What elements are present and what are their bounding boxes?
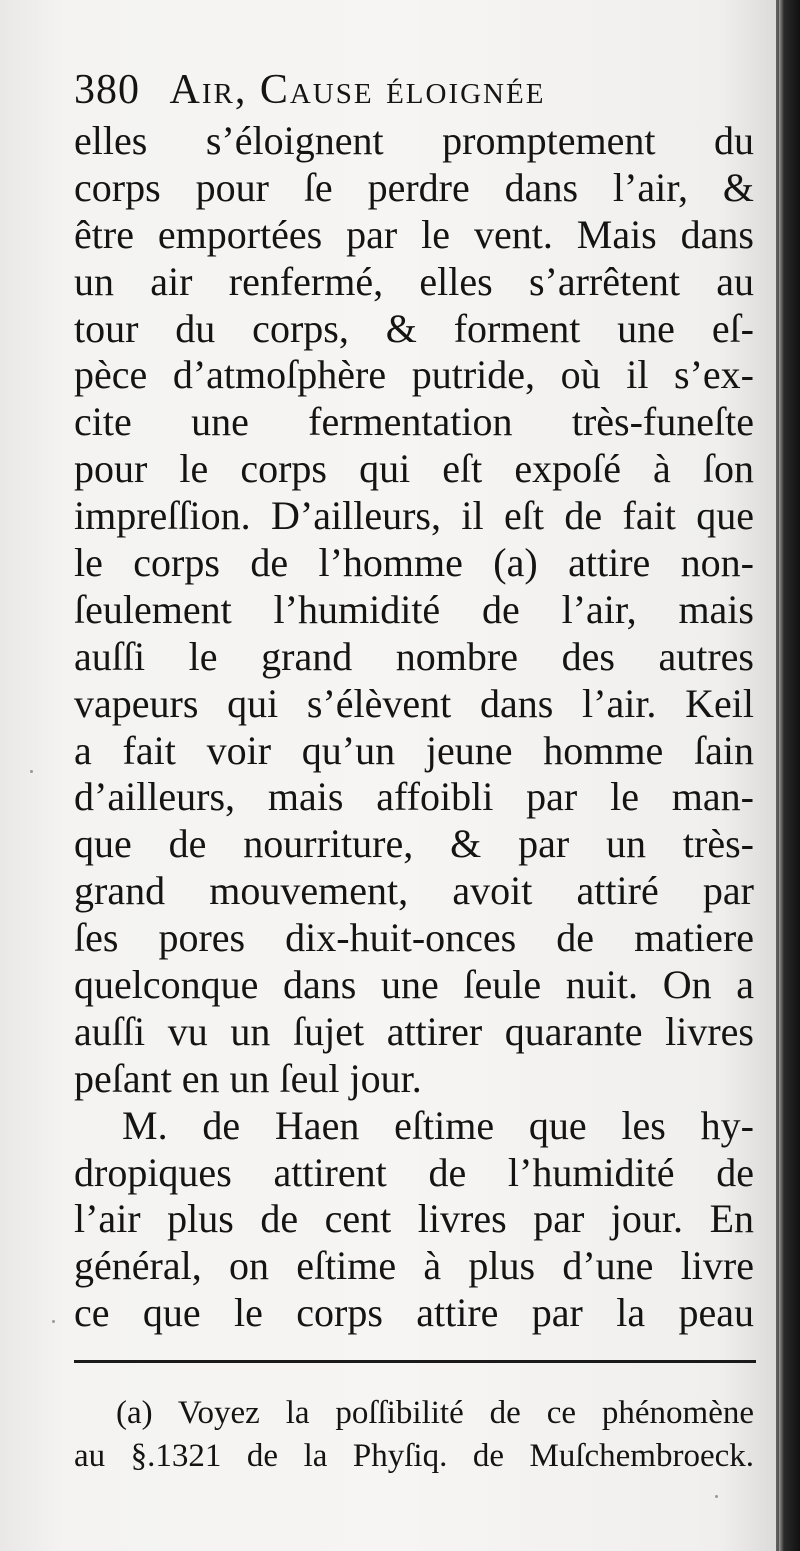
text-line: corps pour ſe perdre dans l’air, & — [74, 164, 754, 210]
text-line: pèce d’atmoſphère putride, où il s’ex- — [74, 352, 754, 398]
text-line: général, on eſtime à plus d’une livre — [74, 1243, 754, 1289]
text-line: dropiques attirent de l’humidité de — [74, 1149, 754, 1195]
page-number: 380 — [74, 67, 140, 113]
text-line: M. de Haen eſtime que les hy- — [122, 1102, 754, 1148]
text-line: auſſi vu un ſujet attirer quarante livres — [74, 1008, 754, 1054]
text-line: cite une fermentation très-funeſte — [74, 399, 754, 445]
page-header — [74, 64, 754, 116]
text-line: ce que le corps attire par la peau — [74, 1290, 754, 1336]
text-line: pour le corps qui eſt expoſé à ſon — [74, 446, 754, 492]
text-line: a fait voir qu’un jeune homme ſain — [74, 727, 754, 773]
paper-speck — [30, 770, 33, 773]
text-line: que de nourriture, & par un très- — [74, 821, 754, 867]
footnote-line: (a) Voyez la poſſibilité de ce phénomène — [116, 1395, 754, 1431]
text-line: ſeulement l’humidité de l’air, mais — [74, 586, 754, 632]
paper-speck — [715, 1495, 718, 1498]
text-line: impreſſion. D’ailleurs, il eſt de fait que — [74, 493, 754, 539]
text-line: un air renfermé, elles s’arrêtent au — [74, 258, 754, 304]
body-text — [74, 118, 754, 1337]
text-line: vapeurs qui s’élèvent dans l’air. Keil — [74, 680, 754, 726]
footnotes — [74, 1392, 754, 1478]
running-title: Air, Cause éloignée — [169, 67, 546, 113]
text-line: tour du corps, & forment une eſ- — [74, 305, 754, 351]
text-line: d’ailleurs, mais affoibli par le man- — [74, 774, 754, 820]
text-line: peſant en un ſeul jour. — [74, 1055, 422, 1101]
text-line: quelconque dans une ſeule nuit. On a — [74, 962, 754, 1008]
page-edge-shadow — [776, 0, 779, 1551]
text-line: l’air plus de cent livres par jour. En — [74, 1196, 754, 1242]
footnote-rule — [74, 1360, 756, 1363]
text-line: être emportées par le vent. Mais dans — [74, 211, 754, 257]
text-line: auſſi le grand nombre des autres — [74, 633, 754, 679]
text-line: elles s’éloignent promptement du — [74, 118, 754, 163]
paper-speck — [52, 1320, 55, 1323]
text-line: le corps de l’homme (a) attire non- — [74, 540, 754, 586]
text-line: grand mouvement, avoit attiré par — [74, 868, 754, 914]
text-line: ſes pores dix-huit-onces de matiere — [74, 915, 754, 961]
footnote-line: au §.1321 de la Phyſiq. de Muſchembroeck. — [74, 1438, 754, 1474]
